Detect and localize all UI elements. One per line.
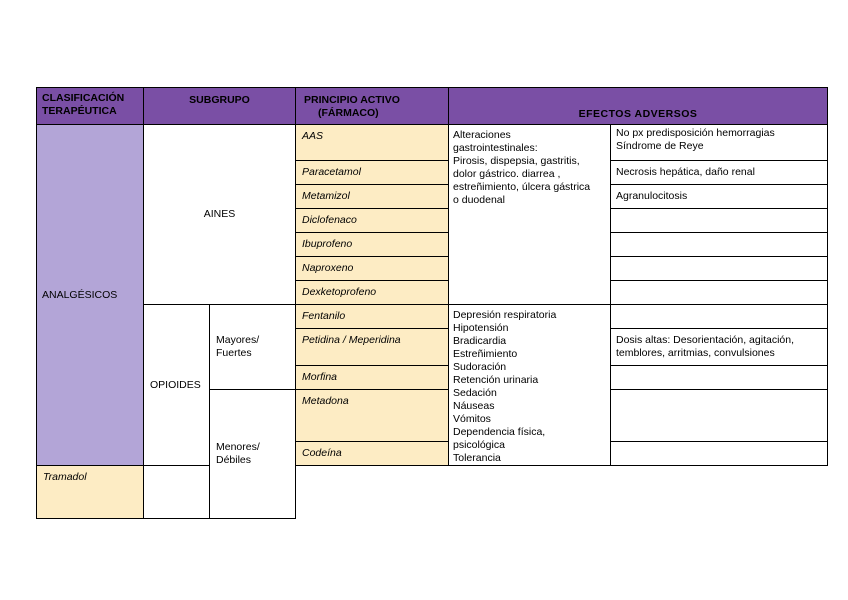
drug-codeina: Codeína — [296, 442, 449, 466]
drug-morfina: Morfina — [296, 366, 449, 390]
drug-metadona: Metadona — [296, 390, 449, 442]
drug-ibuprofeno: Ibuprofeno — [296, 233, 449, 257]
drug-table — [36, 87, 828, 519]
efecto-empty — [611, 257, 828, 281]
efecto-aas: No px predisposición hemorragias Síndrome de Reye — [611, 125, 828, 161]
efecto-empty — [611, 305, 828, 329]
drug-aas: AAS — [296, 125, 449, 161]
drug-paracetamol: Paracetamol — [296, 161, 449, 185]
efecto-empty — [611, 233, 828, 257]
header-principio-activo: PRINCIPIO ACTIVO (FÁRMACO) — [296, 88, 449, 125]
efecto-paracetamol: Necrosis hepática, daño renal — [611, 161, 828, 185]
drug-tramadol: Tramadol — [37, 466, 144, 519]
efecto-empty — [611, 442, 828, 466]
header-efectos-adversos: EFECTOS ADVERSOS — [449, 88, 828, 125]
drug-metamizol: Metamizol — [296, 185, 449, 209]
efecto-empty — [611, 366, 828, 390]
subgroup-menores: Menores/ Débiles — [210, 390, 296, 519]
efecto-empty — [611, 209, 828, 233]
header-row — [37, 88, 828, 125]
table-row — [37, 125, 828, 161]
drug-fentanilo: Fentanilo — [296, 305, 449, 329]
drug-dexketoprofeno: Dexketoprofeno — [296, 281, 449, 305]
analgesicos-cell: ANALGÉSICOS — [37, 125, 144, 466]
efectos-opioides: Depresión respiratoria Hipotensión Bradicardia Estreñimiento Sudoración Retención urinaria Sedación Náuseas Vómitos Dependencia física, psicológica Tolerancia — [449, 305, 611, 466]
header-clasificacion: CLASIFICACIÓN TERAPÉUTICA — [37, 88, 144, 125]
subgroup-aines: AINES — [144, 125, 296, 305]
efecto-empty — [611, 281, 828, 305]
drug-diclofenaco: Diclofenaco — [296, 209, 449, 233]
efectos-aines: Alteraciones gastrointestinales: Pirosis, dispepsia, gastritis, dolor gástrico. diarrea , estreñimiento, úlcera gástrica o duodenal — [449, 125, 611, 305]
efecto-empty — [611, 390, 828, 442]
table-row — [37, 305, 828, 329]
table-row — [37, 466, 828, 519]
subgroup-opioides: OPIOIDES — [144, 305, 210, 466]
efecto-metamizol: Agranulocitosis — [611, 185, 828, 209]
subgroup-mayores: Mayores/ Fuertes — [210, 305, 296, 390]
efecto-empty — [144, 466, 210, 519]
drug-petidina: Petidina / Meperidina — [296, 329, 449, 366]
header-subgrupo: SUBGRUPO — [144, 88, 296, 125]
efecto-petidina: Dosis altas: Desorientación, agitación, temblores, arritmias, convulsiones — [611, 329, 828, 366]
drug-naproxeno: Naproxeno — [296, 257, 449, 281]
